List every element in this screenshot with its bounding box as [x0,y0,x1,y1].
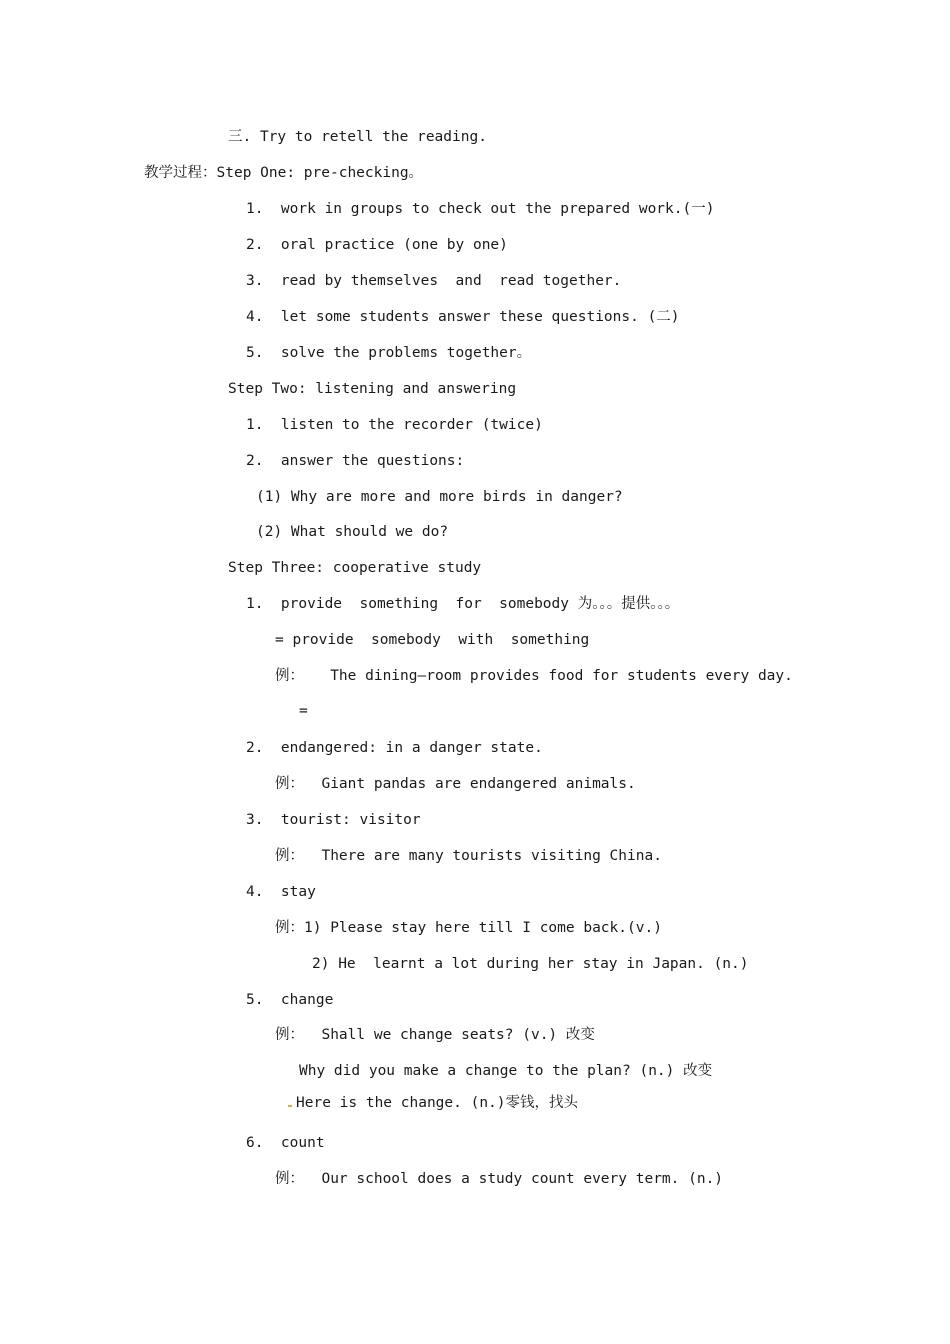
vocab-count-example: 例： Our school does a study count every term. (n.) [275,1171,724,1187]
edit-mark-icon [288,1105,292,1107]
question-2: (2) What should we do? [256,524,449,540]
vocab-stay-example-1: 例：1) Please stay here till I come back.(v.) [275,920,662,936]
vocab-change-example-3-row [288,1093,578,1113]
section-heading-retell: 三. Try to retell the reading. [228,129,487,145]
vocab-stay-example-2: 2) He learnt a lot during her stay in Japan. (n.) [312,956,749,972]
vocab-item-tourist: 3. tourist: visitor [246,812,421,828]
teaching-process-step-one-heading: 教学过程：Step One: pre-checking。 [144,165,424,181]
vocab-provide-example: 例： The dining—room provides food for students every day. [275,668,793,684]
vocab-item-provide: 1. provide something for somebody 为。。。提供。。。 [246,596,680,612]
vocab-change-example-3: Here is the change. (n.)零钱，找头 [296,1095,579,1111]
vocab-change-example-2: Why did you make a change to the plan? (n.) 改变 [299,1063,713,1079]
vocab-item-change: 5. change [246,992,334,1008]
step-two-item-2: 2. answer the questions: [246,453,465,469]
vocab-tourist-example: 例： There are many tourists visiting China. [275,848,662,864]
step-one-item-4: 4. let some students answer these questions. (二) [246,309,680,325]
step-one-item-5: 5. solve the problems together。 [246,345,532,361]
vocab-endangered-example: 例： Giant pandas are endangered animals. [275,776,636,792]
step-two-heading: Step Two: listening and answering [228,381,517,397]
step-two-item-1: 1. listen to the recorder (twice) [246,417,543,433]
step-one-item-3: 3. read by themselves and read together. [246,273,622,289]
question-1: (1) Why are more and more birds in danger? [256,489,623,505]
vocab-provide-rewrite-blank: = [299,703,308,719]
vocab-item-stay: 4. stay [246,884,316,900]
vocab-item-count: 6. count [246,1135,325,1151]
vocab-item-endangered: 2. endangered: in a danger state. [246,740,543,756]
vocab-provide-equivalent: = provide somebody with something [275,632,590,648]
step-one-item-1: 1. work in groups to check out the prepared work.(一) [246,201,715,217]
step-three-heading: Step Three: cooperative study [228,560,482,576]
step-one-item-2: 2. oral practice (one by one) [246,237,508,253]
vocab-change-example-1: 例： Shall we change seats? (v.) 改变 [275,1027,595,1043]
